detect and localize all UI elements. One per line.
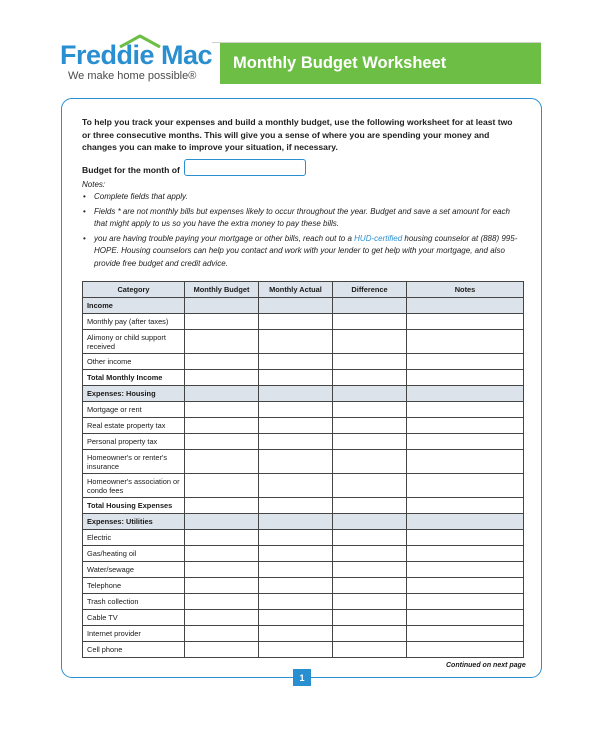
difference-cell <box>333 514 407 530</box>
notes-cell[interactable] <box>407 610 524 626</box>
notes-cell[interactable] <box>407 594 524 610</box>
difference-cell <box>333 298 407 314</box>
budget-cell[interactable] <box>185 402 259 418</box>
notes-cell[interactable] <box>407 642 524 658</box>
table-row <box>83 354 524 370</box>
category-cell: Homeowner's association or condo fees <box>83 474 185 498</box>
actual-cell[interactable] <box>259 354 333 370</box>
section-row <box>83 514 524 530</box>
notes-cell[interactable] <box>407 546 524 562</box>
title-banner <box>220 43 541 84</box>
budget-cell[interactable] <box>185 610 259 626</box>
category-cell: Trash collection <box>83 594 185 610</box>
difference-cell[interactable] <box>333 530 407 546</box>
table-row <box>83 314 524 330</box>
actual-cell[interactable] <box>259 642 333 658</box>
section-row <box>83 298 524 314</box>
notes-heading: Notes: <box>82 180 106 189</box>
actual-cell[interactable] <box>259 498 333 514</box>
difference-cell[interactable] <box>333 370 407 386</box>
table-row <box>83 594 524 610</box>
category-cell: Electric <box>83 530 185 546</box>
budget-month-input[interactable] <box>184 159 306 176</box>
notes-cell[interactable] <box>407 314 524 330</box>
actual-cell <box>259 386 333 402</box>
difference-cell[interactable] <box>333 314 407 330</box>
table-row <box>83 330 524 354</box>
category-cell: Real estate property tax <box>83 418 185 434</box>
difference-cell[interactable] <box>333 610 407 626</box>
column-header-monthly-actual: Monthly Actual <box>259 282 333 298</box>
notes-cell[interactable] <box>407 418 524 434</box>
actual-cell[interactable] <box>259 314 333 330</box>
difference-cell[interactable] <box>333 626 407 642</box>
table-row <box>83 450 524 474</box>
page-title: Monthly Budget Worksheet <box>233 54 447 72</box>
notes-cell[interactable] <box>407 402 524 418</box>
budget-cell[interactable] <box>185 530 259 546</box>
budget-cell[interactable] <box>185 418 259 434</box>
actual-cell[interactable] <box>259 474 333 498</box>
table-row <box>83 402 524 418</box>
intro-text: To help you track your expenses and build a monthly budget, use the following worksheet for at least two or three consecutive months. This will give you a sense of where you are spending your money and changes you can make to improve your situation, if necessary. <box>82 117 513 152</box>
difference-cell[interactable] <box>333 546 407 562</box>
actual-cell[interactable] <box>259 546 333 562</box>
budget-cell[interactable] <box>185 578 259 594</box>
budget-cell[interactable] <box>185 434 259 450</box>
budget-cell[interactable] <box>185 626 259 642</box>
difference-cell[interactable] <box>333 402 407 418</box>
notes-cell[interactable] <box>407 330 524 354</box>
category-cell: Personal property tax <box>83 434 185 450</box>
note-item: • Complete fields that apply. <box>82 191 522 204</box>
actual-cell[interactable] <box>259 610 333 626</box>
category-cell: Cable TV <box>83 610 185 626</box>
budget-cell[interactable] <box>185 546 259 562</box>
actual-cell[interactable] <box>259 562 333 578</box>
budget-cell[interactable] <box>185 498 259 514</box>
notes-cell[interactable] <box>407 370 524 386</box>
notes-cell[interactable] <box>407 498 524 514</box>
column-header-difference: Difference <box>333 282 407 298</box>
difference-cell[interactable] <box>333 474 407 498</box>
actual-cell[interactable] <box>259 626 333 642</box>
budget-cell[interactable] <box>185 370 259 386</box>
budget-table-body <box>83 298 524 658</box>
notes-cell <box>407 386 524 402</box>
actual-cell[interactable] <box>259 434 333 450</box>
table-row <box>83 610 524 626</box>
notes-cell[interactable] <box>407 354 524 370</box>
actual-cell[interactable] <box>259 370 333 386</box>
difference-cell[interactable] <box>333 578 407 594</box>
budget-cell[interactable] <box>185 330 259 354</box>
hud-certified-link[interactable]: HUD-certified <box>354 233 403 243</box>
column-header-category: Category <box>83 282 185 298</box>
category-cell: Expenses: Utilities <box>83 514 185 530</box>
table-row <box>83 546 524 562</box>
notes-cell[interactable] <box>407 626 524 642</box>
difference-cell[interactable] <box>333 642 407 658</box>
table-row <box>83 578 524 594</box>
budget-cell[interactable] <box>185 642 259 658</box>
category-cell: Other income <box>83 354 185 370</box>
budget-cell <box>185 386 259 402</box>
actual-cell[interactable] <box>259 402 333 418</box>
category-cell: Monthly pay (after taxes) <box>83 314 185 330</box>
category-cell: Cell phone <box>83 642 185 658</box>
budget-cell <box>185 298 259 314</box>
table-row <box>83 474 524 498</box>
notes-cell[interactable] <box>407 578 524 594</box>
total-row <box>83 370 524 386</box>
actual-cell <box>259 514 333 530</box>
actual-cell[interactable] <box>259 330 333 354</box>
category-cell: Water/sewage <box>83 562 185 578</box>
difference-cell[interactable] <box>333 450 407 474</box>
category-cell: Total Housing Expenses <box>83 498 185 514</box>
brand-tagline: We make home possible® <box>68 70 197 82</box>
brand-name: Freddie Mac <box>60 40 213 70</box>
budget-cell <box>185 514 259 530</box>
notes-cell <box>407 298 524 314</box>
budget-cell[interactable] <box>185 314 259 330</box>
difference-cell[interactable] <box>333 418 407 434</box>
notes-cell <box>407 514 524 530</box>
actual-cell[interactable] <box>259 530 333 546</box>
actual-cell[interactable] <box>259 418 333 434</box>
budget-month-label: Budget for the month of <box>82 165 180 175</box>
page-number: 1 <box>293 669 311 686</box>
difference-cell[interactable] <box>333 498 407 514</box>
note-item: • Fields * are not monthly bills but expenses likely to occur throughout the year. Budget and save a set amount for each that might apply to us so you have the extra money to pay these bills. <box>82 206 522 231</box>
notes-list <box>82 191 522 272</box>
budget-table <box>82 281 524 658</box>
difference-cell[interactable] <box>333 562 407 578</box>
actual-cell[interactable] <box>259 578 333 594</box>
table-row <box>83 530 524 546</box>
total-row <box>83 498 524 514</box>
category-cell: Total Monthly Income <box>83 370 185 386</box>
column-header-notes: Notes <box>407 282 524 298</box>
difference-cell <box>333 386 407 402</box>
notes-cell[interactable] <box>407 450 524 474</box>
notes-cell[interactable] <box>407 434 524 450</box>
category-cell: Internet provider <box>83 626 185 642</box>
note-item: • you are having trouble paying your mortgage or other bills, reach out to a HUD-certified housing counselor at (888) 995-HOPE. Housing counselors can help you contact and work with your lender to get help with your mortgage, and also provide free budget and credit advice. <box>82 233 522 271</box>
category-cell: Telephone <box>83 578 185 594</box>
notes-cell[interactable] <box>407 562 524 578</box>
category-cell: Expenses: Housing <box>83 386 185 402</box>
table-row <box>83 434 524 450</box>
column-header-monthly-budget: Monthly Budget <box>185 282 259 298</box>
actual-cell[interactable] <box>259 594 333 610</box>
difference-cell[interactable] <box>333 330 407 354</box>
actual-cell <box>259 298 333 314</box>
difference-cell[interactable] <box>333 354 407 370</box>
budget-cell[interactable] <box>185 474 259 498</box>
budget-cell[interactable] <box>185 354 259 370</box>
category-cell: Homeowner's or renter's insurance <box>83 450 185 474</box>
actual-cell[interactable] <box>259 450 333 474</box>
table-row <box>83 562 524 578</box>
freddie-mac-logo <box>60 40 230 90</box>
category-cell: Income <box>83 298 185 314</box>
difference-cell[interactable] <box>333 594 407 610</box>
table-row <box>83 626 524 642</box>
notes-cell[interactable] <box>407 474 524 498</box>
continued-note: Continued on next page <box>446 662 526 669</box>
budget-cell[interactable] <box>185 450 259 474</box>
category-cell: Mortgage or rent <box>83 402 185 418</box>
category-cell: Alimony or child support received <box>83 330 185 354</box>
table-row <box>83 642 524 658</box>
budget-cell[interactable] <box>185 594 259 610</box>
section-row <box>83 386 524 402</box>
difference-cell[interactable] <box>333 434 407 450</box>
category-cell: Gas/heating oil <box>83 546 185 562</box>
table-header-row <box>83 282 524 298</box>
budget-cell[interactable] <box>185 562 259 578</box>
notes-cell[interactable] <box>407 530 524 546</box>
table-row <box>83 418 524 434</box>
